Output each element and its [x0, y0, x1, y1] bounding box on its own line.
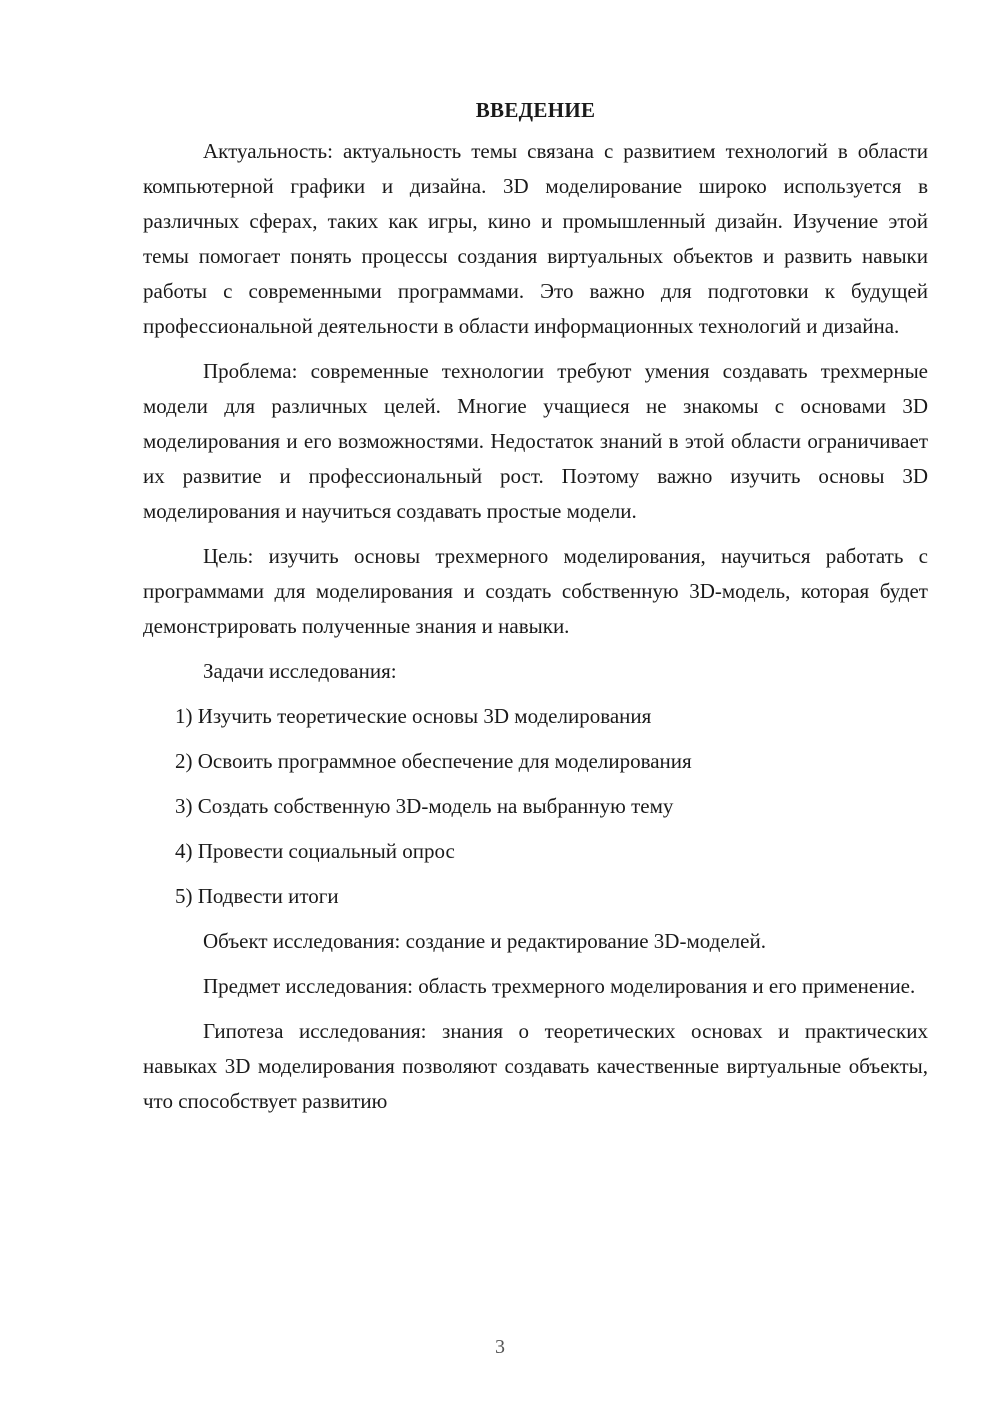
list-item: 3) Создать собственную 3D-модель на выбранную тему	[175, 794, 674, 818]
list-item: 5) Подвести итоги	[175, 884, 339, 908]
tasks-list	[143, 699, 928, 914]
list-item: 4) Провести социальный опрос	[175, 839, 455, 863]
list-item: 2) Освоить программное обеспечение для моделирования	[175, 749, 692, 773]
document-page	[143, 92, 928, 1119]
paragraph-subject: Предмет исследования: область трехмерного моделирования и его применение.	[203, 974, 916, 998]
paragraph-relevance: Актуальность: актуальность темы связана с развитием технологий в области компьютерной графики и дизайна. 3D моделирование широко используется в различных сферах, таких как игры, кино и промышленный дизайн. Изучение этой темы помогает понять процессы создания виртуальных объектов и развить навыки работы с современными программами. Это важно для подготовки к будущей профессиональной деятельности в области информационных технологий и дизайна.	[143, 139, 928, 338]
paragraph-object: Объект исследования: создание и редактирование 3D-моделей.	[203, 929, 766, 953]
page-number: 3	[495, 1336, 505, 1358]
paragraph-goal: Цель: изучить основы трехмерного моделирования, научиться работать с программами для моделирования и создать собственную 3D-модель, которая будет демонстрировать полученные знания и навыки.	[143, 544, 928, 638]
document-title: ВВЕДЕНИЕ	[475, 98, 596, 122]
paragraph-hypothesis: Гипотеза исследования: знания о теоретических основах и практических навыках 3D моделирования позволяют создавать качественные виртуальные объекты, что способствует развитию	[143, 1019, 928, 1113]
list-item: 1) Изучить теоретические основы 3D моделирования	[175, 704, 652, 728]
tasks-heading: Задачи исследования:	[203, 659, 397, 683]
paragraph-problem: Проблема: современные технологии требуют умения создавать трехмерные модели для различных целей. Многие учащиеся не знакомы с основами 3D моделирования и его возможностями. Недостаток знаний в этой области ограничивает их развитие и профессиональный рост. Поэтому важно изучить основы 3D моделирования и научиться создавать простые модели.	[143, 359, 928, 523]
